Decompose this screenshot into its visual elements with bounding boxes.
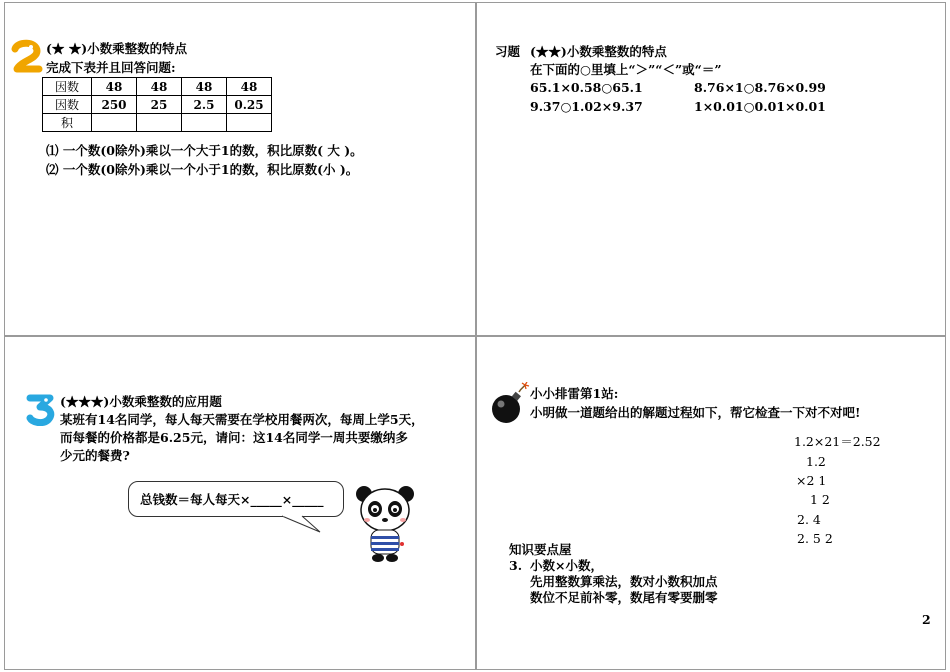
factor-table	[42, 77, 272, 132]
exercise-label: 习题	[495, 44, 521, 59]
calc-line-2: 1.2	[806, 454, 826, 469]
table-cell: 48	[227, 78, 272, 96]
section-heading: (★ ★)小数乘整数的特点	[46, 41, 188, 56]
panda-icon	[352, 484, 418, 566]
problem-line-3: 少元的餐费?	[60, 448, 130, 463]
calc-line-1: 1.2×21＝2.52	[794, 434, 881, 449]
table-cell	[92, 114, 137, 132]
row-label: 因数	[43, 96, 92, 114]
exercise-heading: (★★)小数乘整数的特点	[530, 44, 667, 59]
application-heading: (★★★)小数乘整数的应用题	[60, 394, 222, 409]
calc-line-6: 2. 5 2	[797, 531, 833, 546]
table-instruction: 完成下表并且回答问题:	[46, 60, 176, 75]
speech-bubble-tail	[280, 512, 322, 534]
calc-line-5: 2. 4	[797, 512, 821, 527]
table-cell: 0.25	[227, 96, 272, 114]
exercise-item: 65.1×0.58○65.1	[530, 80, 643, 95]
table-cell: 48	[182, 78, 227, 96]
row-label: 积	[43, 114, 92, 132]
table-cell: 2.5	[182, 96, 227, 114]
table-cell: 48	[92, 78, 137, 96]
station-title: 小小排雷第1站:	[530, 386, 619, 401]
table-row	[43, 96, 272, 114]
exercise-item: 9.37○1.02×9.37	[530, 99, 643, 114]
table-cell	[182, 114, 227, 132]
exercise-instruction: 在下面的○里填上“＞”“＜”或“＝”	[530, 62, 722, 77]
number-3-icon	[24, 392, 58, 426]
knowledge-line: 小数×小数，	[530, 558, 603, 573]
station-instruction: 小明做一道题给出的解题过程如下，帮它检查一下对不对吧!	[530, 405, 861, 420]
table-cell: 48	[137, 78, 182, 96]
page-number: 2	[922, 612, 931, 627]
problem-line-2: 而每餐的价格都是6.25元，请问：这14名同学一周共要缴纳多	[60, 430, 408, 445]
table-row	[43, 114, 272, 132]
exercise-item: 1×0.01○0.01×0.01	[694, 99, 826, 114]
knowledge-line: 数位不足前补零，数尾有零要删零	[530, 590, 718, 605]
knowledge-line: 先用整数算乘法，数对小数积加点	[530, 574, 718, 589]
calc-line-3: ×2 1	[796, 473, 827, 488]
question-2: ⑵ 一个数(0除外)乘以一个小于1的数，积比原数(小 )。	[46, 162, 359, 177]
question-1: ⑴ 一个数(0除外)乘以一个大于1的数，积比原数( 大 )。	[46, 143, 363, 158]
calc-line-4: 1 2	[810, 492, 830, 507]
table-cell: 250	[92, 96, 137, 114]
knowledge-number: 3.	[509, 558, 523, 573]
knowledge-title: 知识要点屋	[509, 542, 572, 557]
number-2-icon	[9, 39, 45, 75]
table-row	[43, 78, 272, 96]
exercise-item: 8.76×1○8.76×0.99	[694, 80, 826, 95]
problem-line-1: 某班有14名同学，每人每天需要在学校用餐两次，每周上学5天，	[60, 412, 424, 427]
table-cell	[227, 114, 272, 132]
bomb-icon	[488, 382, 532, 426]
table-cell	[137, 114, 182, 132]
table-cell: 25	[137, 96, 182, 114]
formula-text: 总钱数＝每人每天×_____×_____	[140, 492, 324, 507]
row-label: 因数	[43, 78, 92, 96]
